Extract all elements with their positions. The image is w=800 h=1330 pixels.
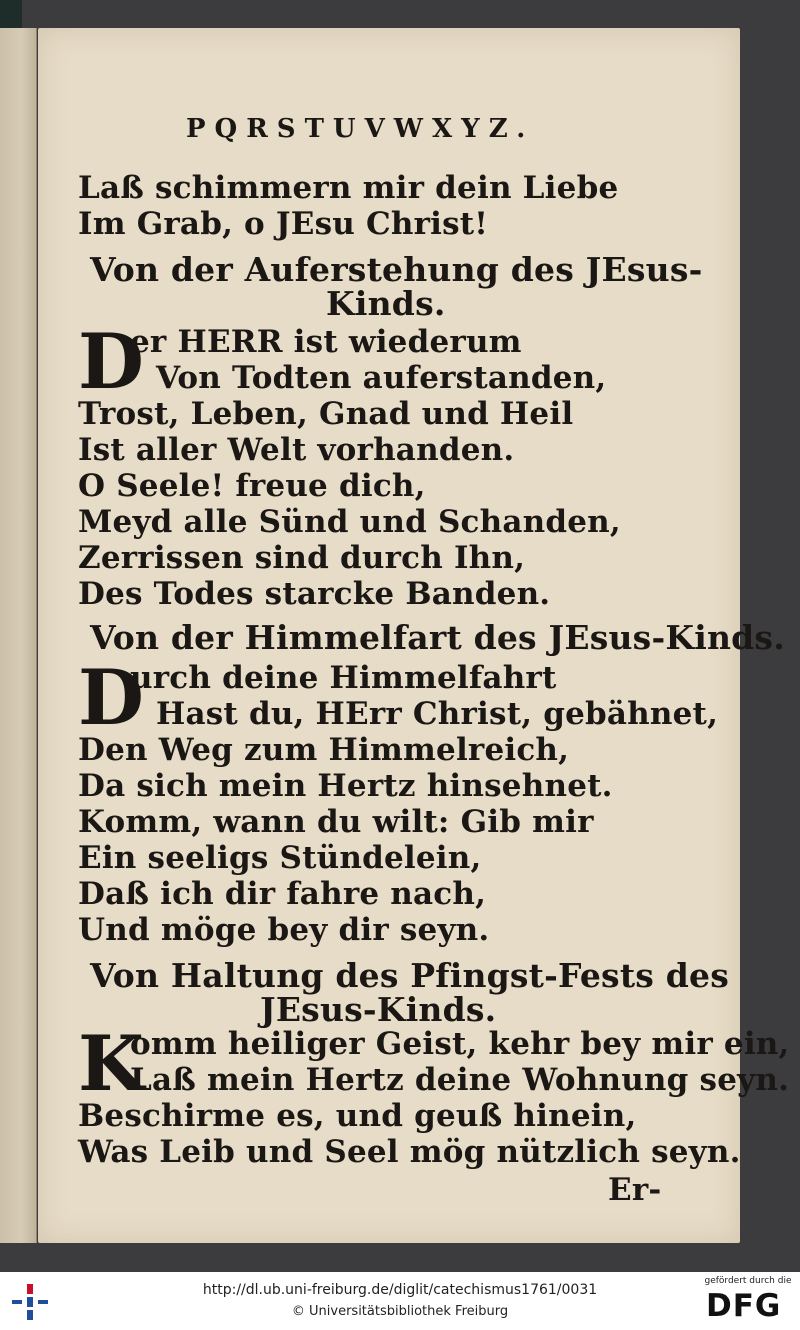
sponsor-block [700,1276,796,1328]
verse-line: Meyd alle Sünd und Schanden, [78,504,621,540]
catchword: Er- [608,1172,662,1208]
verse-line: Von Todten auferstanden, [156,360,607,396]
drop-cap: D [78,653,144,742]
verse-line: Trost, Leben, Gnad und Heil [78,396,574,432]
verse-line: Laß mein Hertz deine Wohnung seyn. [130,1062,790,1098]
dfg-logo: DFG [706,1288,782,1324]
section-heading: JEsus-Kinds. [260,990,497,1029]
section-heading: Von Haltung des Pfingst-Fests des [90,956,729,995]
page-text [38,28,790,1243]
verse-line: Zerrissen sind durch Ihn, [78,540,526,576]
verse-line: Komm, wann du wilt: Gib mir [78,804,594,840]
drop-cap: K [78,1019,145,1108]
verse-line: O Seele! freue dich, [78,468,426,504]
copyright-notice: © Universitätsbibliothek Freiburg [291,1304,509,1319]
section-heading: Von der Himmelfart des JEsus-Kinds. [90,618,785,657]
verse-line: Hast du, HErr Christ, gebähnet, [156,696,719,732]
verse-line: Laß schimmern mir dein Liebe [78,170,619,206]
verse-line: Was Leib und Seel mög nützlich seyn. [78,1134,741,1170]
verse-line: urch deine Himmelfahrt [130,660,557,696]
section-heading: Kinds. [326,284,446,323]
verse-line: Im Grab, o JEsu Christ! [78,206,489,242]
verse-line: Des Todes starcke Banden. [78,576,551,612]
permalink-url[interactable]: http://dl.ub.uni-freiburg.de/diglit/catechismus1761/0031 [202,1282,598,1298]
previous-page-edge [0,28,37,1243]
verse-line: er HERR ist wiederum [130,324,522,360]
verse-line: Und möge bey dir seyn. [78,912,490,948]
verse-line: omm heiliger Geist, kehr bey mir ein, [130,1026,790,1062]
verse-line: Beschirme es, und geuß hinein, [78,1098,637,1134]
verse-line: Ein seeligs Stündelein, [78,840,482,876]
verse-line: Da sich mein Hertz hinsehnet. [78,768,613,804]
verse-line: Den Weg zum Himmelreich, [78,732,570,768]
verse-line: Daß ich dir fahre nach, [78,876,487,912]
viewer-footer [0,1272,800,1330]
drop-cap: D [78,317,144,406]
sponsor-caption: gefördert durch die [704,1276,792,1286]
book-page [38,28,790,1243]
signature-line: PQRSTUVWXYZ. [186,114,535,144]
section-heading: Von der Auferstehung des JEsus- [90,250,703,289]
verse-line: Ist aller Welt vorhanden. [78,432,515,468]
